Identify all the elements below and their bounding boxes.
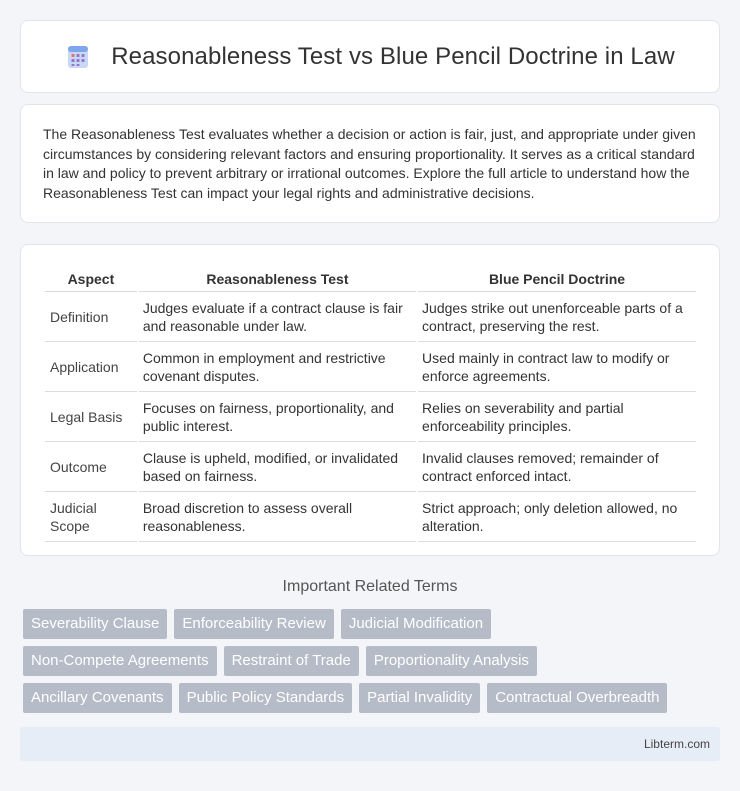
- row-aspect: Application: [45, 344, 137, 392]
- header-reasonableness: Reasonableness Test: [139, 267, 416, 292]
- row-reasonableness: Clause is upheld, modified, or invalidated based on fairness.: [139, 444, 416, 492]
- table-header-row: [45, 267, 696, 292]
- tag-proportionality-analysis[interactable]: Proportionality Analysis: [366, 646, 537, 676]
- row-blue-pencil: Invalid clauses removed; remainder of contract enforced intact.: [418, 444, 696, 492]
- table-row: [45, 344, 696, 392]
- document-grid-icon: [65, 44, 91, 70]
- table-row: [45, 294, 696, 342]
- page-title: Reasonableness Test vs Blue Pencil Doctrine in Law: [111, 42, 675, 70]
- tag-ancillary-covenants[interactable]: Ancillary Covenants: [23, 683, 172, 713]
- footer: [20, 727, 720, 761]
- table-row: [45, 444, 696, 492]
- footer-site-link[interactable]: Libterm.com: [643, 737, 710, 751]
- row-blue-pencil: Strict approach; only deletion allowed, no alteration.: [418, 494, 696, 542]
- row-reasonableness: Focuses on fairness, proportionality, and public interest.: [139, 394, 416, 442]
- table-row: [45, 494, 696, 542]
- header-card: [20, 20, 720, 93]
- related-terms-list: [23, 609, 723, 720]
- related-terms-title: Important Related Terms: [282, 578, 458, 595]
- header-aspect: Aspect: [45, 267, 137, 292]
- tag-row: [23, 646, 723, 676]
- row-aspect: Outcome: [45, 444, 137, 492]
- intro-card: [20, 104, 720, 223]
- row-reasonableness: Judges evaluate if a contract clause is fair and reasonable under law.: [139, 294, 416, 342]
- tag-contractual-overbreadth[interactable]: Contractual Overbreadth: [487, 683, 667, 713]
- tag-partial-invalidity[interactable]: Partial Invalidity: [359, 683, 480, 713]
- tag-row: [23, 683, 723, 713]
- row-aspect: Legal Basis: [45, 394, 137, 442]
- tag-restraint-of-trade[interactable]: Restraint of Trade: [224, 646, 359, 676]
- row-reasonableness: Common in employment and restrictive covenant disputes.: [139, 344, 416, 392]
- row-blue-pencil: Used mainly in contract law to modify or enforce agreements.: [418, 344, 696, 392]
- table-row: [45, 394, 696, 442]
- tag-severability-clause[interactable]: Severability Clause: [23, 609, 167, 639]
- row-blue-pencil: Judges strike out unenforceable parts of a contract, preserving the rest.: [418, 294, 696, 342]
- header-blue-pencil: Blue Pencil Doctrine: [418, 267, 696, 292]
- row-aspect: Judicial Scope: [45, 494, 137, 542]
- tag-enforceability-review[interactable]: Enforceability Review: [174, 609, 333, 639]
- row-blue-pencil: Relies on severability and partial enforceability principles.: [418, 394, 696, 442]
- comparison-table: [43, 265, 698, 544]
- tag-row: [23, 609, 723, 639]
- row-reasonableness: Broad discretion to assess overall reasonableness.: [139, 494, 416, 542]
- comparison-card: [20, 244, 720, 556]
- tag-non-compete-agreements[interactable]: Non-Compete Agreements: [23, 646, 217, 676]
- tag-public-policy-standards[interactable]: Public Policy Standards: [179, 683, 353, 713]
- tag-judicial-modification[interactable]: Judicial Modification: [341, 609, 491, 639]
- intro-text: The Reasonableness Test evaluates whether a decision or action is fair, just, and appropriate under given circumstances by considering relevant factors and ensuring proportionality. It serves as a critical standard in law and policy to prevent arbitrary or irrational outcomes. Explore the full article to understand how the Reasonableness Test can impact your legal rights and administrative decisions.: [43, 126, 696, 201]
- row-aspect: Definition: [45, 294, 137, 342]
